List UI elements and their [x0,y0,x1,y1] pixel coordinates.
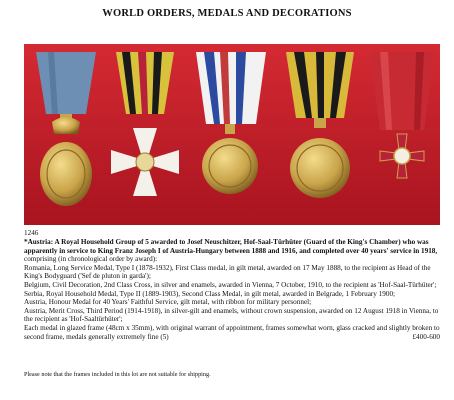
lot-item: Austria, Merit Cross, Third Period (1914-1918), in silver-gilt and enamels, without crown suspension, awarded on 12 August 1918 in Vienna, to the recipient as 'Hof-Saaltürhüter'; [24,306,439,324]
medal-serbia [196,52,266,194]
lot-final-line-paragraph [24,324,440,341]
lot-headline: *Austria: A Royal Household Group of 5 awarded to Josef Neuschitzer, Hof-Saal-Türhüter (Guard of the King's Chamber) who was apparently in service to King Franz Joseph I of Austria-Hungary between 1888 and 1916, and completed over 40 years' service in 1918, [24,238,438,255]
lot-headline-tail: comprising (in chronological order by award): [24,255,158,264]
lot-item: Belgium, Civil Decoration, 2nd Class Cross, in silver and enamels, awarded in Vienna, 7 October, 1910, to the recipient as 'Hof-Saal-Türhüter'; [24,280,437,289]
lot-number: 1246 [24,229,39,237]
page-title: WORLD ORDERS, MEDALS AND DECORATIONS [102,8,352,19]
medal-austria-merit-cross [370,52,434,178]
lot-final-line: Each medal in glazed frame (48cm x 35mm), with original warrant of appointment, frames somewhat worn, glass cracked and slightly broken to second frame, medals generally extremely fine [24,323,440,341]
shipping-note: Please note that the frames included in this lot are not suitable for shipping. [24,371,211,378]
medals-photo [24,44,440,225]
lot-headline-paragraph [24,238,440,264]
medals-illustration [24,44,440,225]
lot-item: Serbia, Royal Household Medal, Type II (1889-1903), Second Class Medal, in gilt metal, awarded in Belgrade, 1 February 1900; [24,289,396,298]
lot-description [24,238,440,341]
lot-item: Romania, Long Service Medal, Type I (1878-1932), First Class medal, in gilt metal, awarded on 17 May 1888, to the recipient as Head of the King's Bodyguard ('Sef de pluton in garda'); [24,263,431,281]
lot-count: (5) [160,332,169,341]
lot-item: Austria, Honour Medal for 40 Years' Faithful Service, gilt metal, with ribbon for military personnel; [24,298,312,307]
lot-estimate: £400-600 [412,332,440,341]
